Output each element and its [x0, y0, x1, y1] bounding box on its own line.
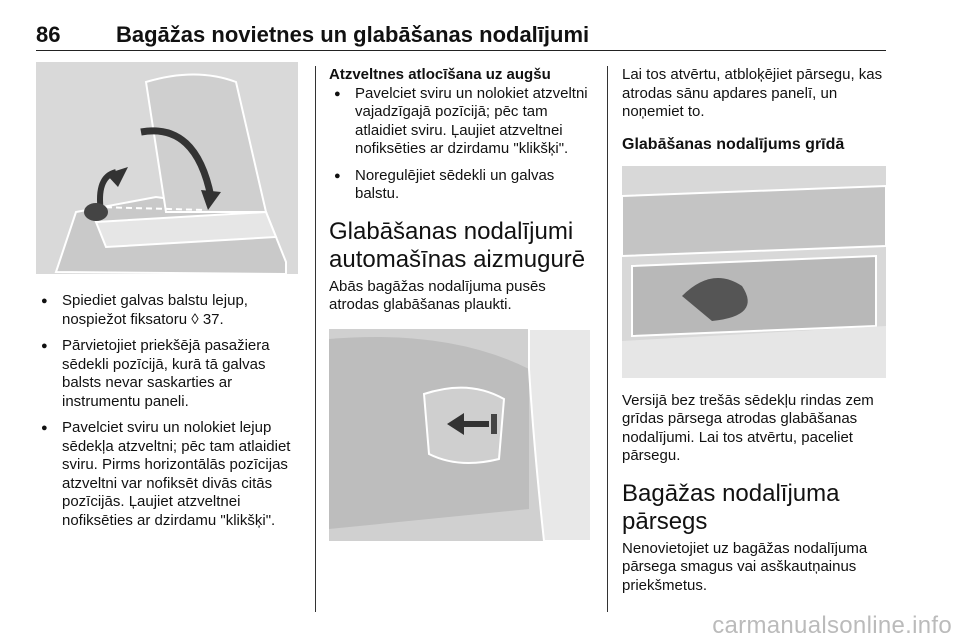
subheading: Atzveltnes atlocīšana uz augšu: [329, 66, 551, 83]
column-divider: [607, 66, 608, 612]
page-header: [36, 14, 886, 51]
column-left: [36, 62, 302, 538]
instruction-list: [36, 292, 302, 530]
list-item: ● Pavelciet sviru un nolokiet lejup sēdekļa atzveltni; pēc tam atlaidiet sviru. Pirms horizontālās pozīcijas atzveltni var nofiksēt divās citās pozīcijās. Ļaujiet atzveltnei nofiksēties ar dzirdamu "klikšķi".: [36, 419, 302, 530]
paragraph: Versijā bez trešās sēdekļu rindas zem grīdas pārsega atrodas glabāšanas nodalījumi. Lai tos atvērtu, paceliet pārsegu.: [622, 391, 874, 464]
list-item: ● Spiediet galvas balstu lejup, nospiežot fiksatoru ◊ 37.: [36, 292, 302, 329]
instruction-list: [329, 85, 595, 204]
column-right: [622, 62, 892, 595]
paragraph: Nenovietojiet uz bagāžas nodalījuma pārsega smagus vai asškautņainus priekšmetus.: [622, 539, 868, 594]
watermark: carmanualsonline.info: [712, 612, 952, 639]
storage-shelf-illustration: [329, 329, 591, 541]
page-number: 86: [36, 22, 61, 47]
shelf-drawing: [329, 329, 591, 541]
list-item: ● Pavelciet sviru un nolokiet atzveltni vajadzīgajā pozīcijā; pēc tam atlaidiet sviru. Ļaujiet atzveltnei nofiksēties ar dzirdamu "klikšķi".: [329, 85, 595, 159]
column-divider: [315, 66, 316, 612]
column-middle: [329, 62, 595, 541]
subheading: Glabāšanas nodalījums grīdā: [622, 135, 845, 153]
seat-drawing: [36, 62, 298, 274]
page-title: Bagāžas novietnes un glabāšanas nodalījumi: [116, 22, 590, 47]
paragraph: Lai tos atvērtu, atbloķējiet pārsegu, kas atrodas sānu apdares panelī, un noņemiet to.: [622, 66, 883, 120]
section-heading: Bagāžas nodalījuma pārsegs: [622, 479, 840, 535]
paragraph: Abās bagāžas nodalījuma pusēs atrodas glabāšanas plaukti.: [329, 277, 546, 313]
list-item: ● Noregulējiet sēdekli un galvas balstu.: [329, 167, 595, 204]
seat-illustration: [36, 62, 298, 274]
list-item: ● Pārvietojiet priekšējā pasažiera sēdekli pozīcijā, kurā tā galvas balsts nevar saskarties ar instrumentu paneli.: [36, 337, 302, 411]
floor-storage-illustration: [622, 166, 886, 378]
section-heading: Glabāšanas nodalījumi automašīnas aizmugurē: [329, 217, 586, 273]
floor-storage-drawing: [622, 166, 886, 378]
